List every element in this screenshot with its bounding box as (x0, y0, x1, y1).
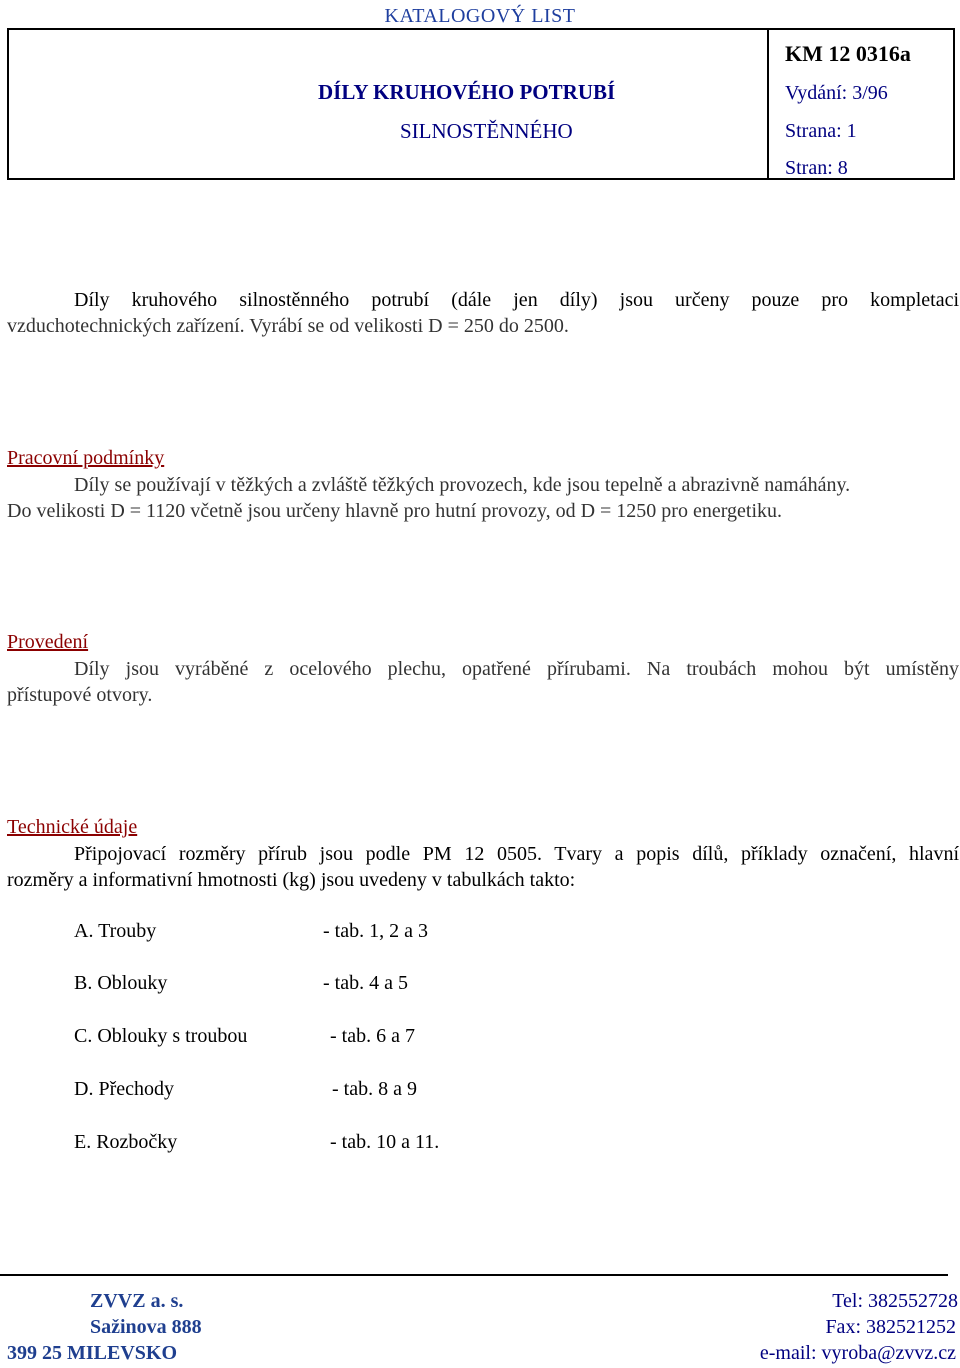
list-item-ref: - tab. 10 a 11. (330, 1131, 440, 1153)
technical-data-line-2: rozměry a informativní hmotnosti (kg) jsou uvedeny v tabulkách takto: (7, 869, 576, 891)
company-city: 399 25 MILEVSKO (7, 1342, 178, 1364)
company-email[interactable]: e-mail: vyroba@zvvz.cz (759, 1342, 956, 1364)
footer-divider (0, 1274, 948, 1276)
list-item-ref: - tab. 4 a 5 (323, 972, 408, 994)
list-item-name: E. Rozbočky (74, 1131, 178, 1153)
technical-data-paragraph (7, 841, 959, 893)
header-divider (767, 30, 769, 178)
company-name: ZVVZ a. s. (90, 1290, 184, 1312)
list-item-ref: - tab. 8 a 9 (332, 1078, 417, 1100)
section-heading-design: Provedení (7, 631, 89, 653)
company-street: Sažinova 888 (90, 1316, 202, 1338)
intro-line-1: Díly kruhového silnostěnného potrubí (dále jen díly) jsou určeny pouze pro kompletaci (74, 289, 959, 311)
intro-line-2: vzduchotechnických zařízení. Vyrábí se od velikosti D = 250 do 2500. (7, 315, 569, 337)
design-line-1: Díly jsou vyráběné z ocelového plechu, opatřené přírubami. Na troubách mohou být umístěny (74, 658, 959, 680)
working-conditions-line-1: Díly se používají v těžkých a zvláště těžkých provozech, kde jsou tepelně a abrazivně namáhány. (74, 474, 851, 496)
document-subtitle: SILNOSTĚNNÉHO (400, 119, 573, 143)
section-heading-technical-data: Technické údaje (7, 816, 138, 838)
document-number: KM 12 0316a (785, 41, 911, 66)
working-conditions-line-2: Do velikosti D = 1120 včetně jsou určeny hlavně pro hutní provozy, od D = 1250 pro energetiku. (7, 500, 782, 522)
list-item-ref: - tab. 1, 2 a 3 (323, 920, 428, 942)
list-item-name: C. Oblouky s troubou (74, 1025, 248, 1047)
intro-paragraph (7, 287, 959, 339)
design-paragraph (7, 656, 959, 708)
list-item-name: D. Přechody (74, 1078, 174, 1100)
design-line-2: přístupové otvory. (7, 684, 153, 706)
list-item-name: A. Trouby (74, 920, 157, 942)
company-fax: Fax: 382521252 (825, 1316, 956, 1338)
page-count: Stran: 8 (785, 157, 848, 179)
document-title: DÍLY KRUHOVÉHO POTRUBÍ (318, 80, 616, 104)
section-heading-working-conditions: Pracovní podmínky (7, 447, 165, 469)
working-conditions-paragraph (7, 472, 959, 524)
page-number: Strana: 1 (785, 120, 857, 142)
issue-info: Vydání: 3/96 (785, 82, 888, 104)
catalog-title: KATALOGOVÝ LIST (384, 5, 576, 27)
technical-data-line-1: Připojovací rozměry přírub jsou podle PM 12 0505. Tvary a popis dílů, příklady označení, hlavní (74, 843, 959, 865)
list-item-ref: - tab. 6 a 7 (330, 1025, 415, 1047)
company-phone: Tel: 382552728 (832, 1290, 958, 1312)
list-item-name: B. Oblouky (74, 972, 168, 994)
